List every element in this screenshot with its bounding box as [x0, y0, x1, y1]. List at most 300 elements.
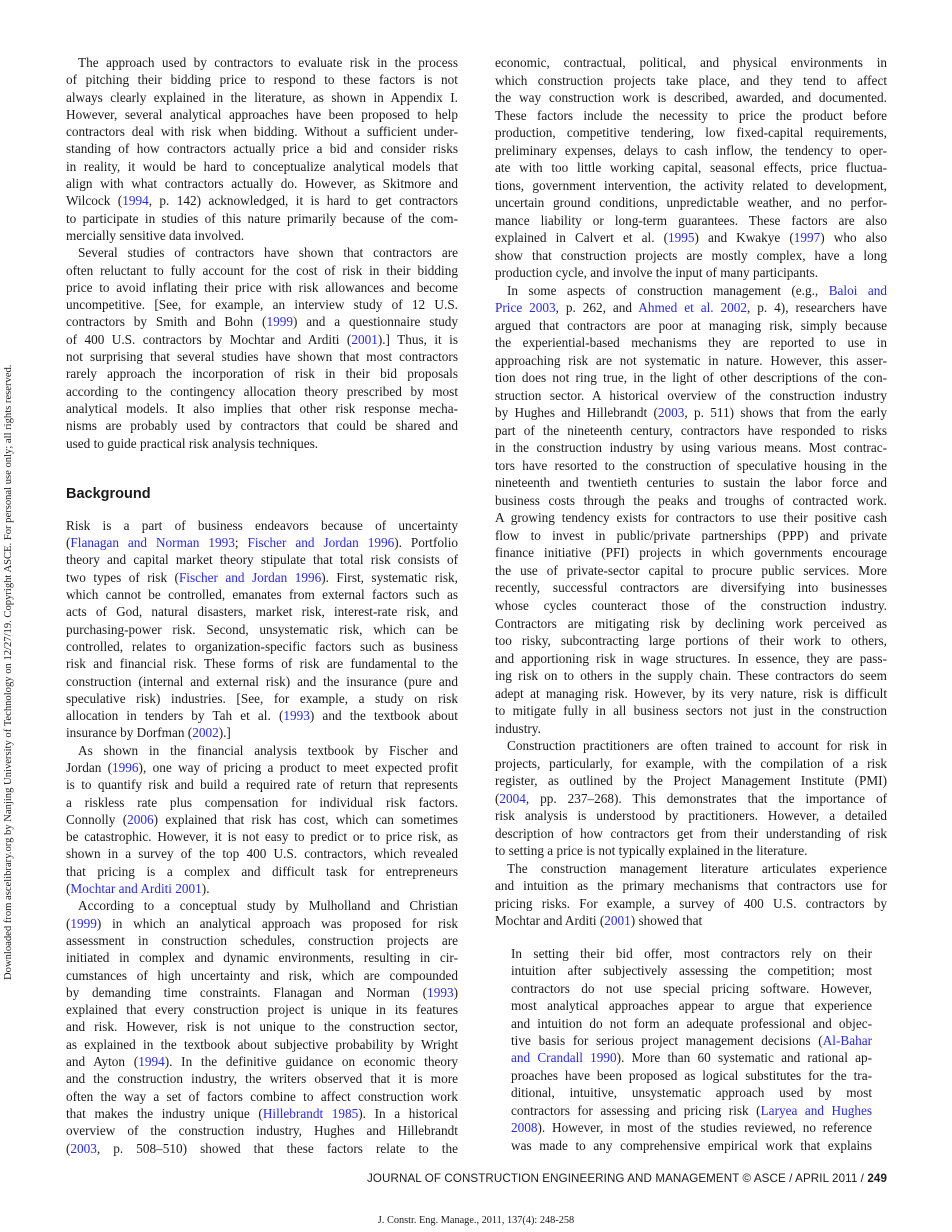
- text-run: Construction practitioners are often trained to account for risk in: [507, 738, 887, 754]
- text-line: [66, 915, 458, 932]
- text-line: [66, 880, 458, 897]
- paragraph: [495, 737, 887, 860]
- text-run: according to the contingency allocation theory prescribed by most: [66, 383, 458, 399]
- text-run: ), one way of pricing a product to meet expected profit: [138, 759, 458, 775]
- journal-name: JOURNAL OF CONSTRUCTION ENGINEERING AND MANAGEMENT © ASCE / APRIL 2011 /: [367, 1172, 868, 1185]
- text-run: too risky, subcontracting large portions of their work to others,: [495, 633, 887, 649]
- text-run: standing of how contractors actually price a bid and consider risks: [66, 141, 458, 157]
- text-run: risk analysis is understood by practitioners. However, a detailed: [495, 808, 887, 824]
- text-run: uncompetitive. [See, for example, an interview study of 12 U.S.: [66, 297, 458, 313]
- text-run: (: [66, 535, 71, 551]
- text-run: The construction management literature articulates experience: [507, 860, 887, 876]
- text-run: to participate in studies of this nature primarily because of the com-: [66, 210, 458, 226]
- citation-link[interactable]: 2001: [351, 331, 378, 347]
- text-run: uncertain ground conditions, unpredictable weather, and no perfor-: [495, 195, 887, 211]
- text-run: as explained in the textbook about subjective probability by Wright: [66, 1036, 458, 1052]
- text-line: [495, 422, 887, 440]
- text-line: [495, 860, 887, 878]
- text-run: ). In the definitive guidance on economic theory: [164, 1054, 458, 1070]
- text-line: [66, 759, 458, 776]
- text-run: ) and Kwakye (: [694, 230, 794, 246]
- text-run: struction sector. A historical overview of the construction industry: [495, 387, 887, 403]
- text-line: [495, 492, 887, 510]
- text-run: which construction projects take place, and they tend to affect: [495, 72, 887, 88]
- text-line: [66, 383, 458, 400]
- text-run: purchasing-power risk. Second, unsystematic risk, which can be: [66, 621, 458, 637]
- text-line: [495, 842, 887, 860]
- text-run: the experiential-based mechanisms they are reported to use in: [495, 335, 887, 351]
- text-line: [495, 737, 887, 755]
- text-line: [511, 1137, 872, 1154]
- text-line: [66, 1070, 458, 1087]
- text-line: [495, 912, 887, 930]
- text-line: [66, 1122, 458, 1139]
- text-line: [511, 1084, 872, 1101]
- text-line: [66, 794, 458, 811]
- text-line: [511, 997, 872, 1014]
- text-line: [511, 1032, 872, 1049]
- text-run: the way construction work is described, awarded, and documented.: [495, 90, 887, 106]
- citation-link[interactable]: 2004: [499, 790, 526, 806]
- text-line: [66, 279, 458, 296]
- text-run: As shown in the financial analysis textbook by Fischer and: [78, 742, 458, 758]
- citation-link[interactable]: Al-Bahar: [822, 1032, 872, 1048]
- text-run: in reality, it would be hard to conceptualize analytical models that: [66, 158, 458, 174]
- text-run: analytical models. It also implies that other risk response mecha-: [66, 400, 458, 416]
- citation-link[interactable]: Fischer and Jordan 1996: [247, 535, 395, 551]
- text-line: [66, 227, 458, 244]
- text-line: [66, 724, 458, 741]
- text-run: (: [66, 1140, 71, 1156]
- text-run: The approach used by contractors to evaluate risk in the process: [78, 55, 458, 70]
- citation-link[interactable]: Flanagan and Norman 1993: [70, 535, 235, 551]
- citation-link[interactable]: 1994: [122, 193, 149, 209]
- text-run: and intuition do not form an adequate professional and objec-: [511, 1015, 872, 1031]
- text-run: a riskless rate plus compensation for individual risk factors.: [66, 794, 458, 810]
- text-run: approaching risk are not systematic in nature. However, this asser-: [495, 352, 887, 368]
- text-run: ): [453, 984, 458, 1000]
- text-run: tion does not ring true, in the light of other descriptions of the con-: [495, 370, 887, 386]
- text-line: [495, 667, 887, 685]
- text-run: ) explained that risk has cost, which can sometimes: [153, 811, 458, 827]
- text-run: insurance by Dorfman (: [66, 725, 193, 741]
- right-column: [495, 54, 887, 1154]
- text-line: [495, 107, 887, 125]
- text-line: [66, 690, 458, 707]
- text-run: assessment in construction schedules, construction projects are: [66, 932, 458, 948]
- text-run: shown in a survey of the top 400 U.S. contractors, which revealed: [66, 846, 458, 862]
- text-line: [495, 247, 887, 265]
- text-line: [66, 123, 458, 140]
- paragraph: [66, 742, 458, 898]
- text-line: [495, 387, 887, 405]
- text-line: [495, 334, 887, 352]
- citation-link[interactable]: 2008: [511, 1120, 538, 1136]
- text-line: [495, 404, 887, 422]
- text-line: [66, 517, 458, 534]
- text-run: projects, particularly, for example, with the compilation of a risk: [495, 755, 887, 771]
- text-run: in the construction industry by using various means. Most contrac-: [495, 440, 887, 456]
- text-line: [66, 1105, 458, 1122]
- text-line: [495, 632, 887, 650]
- download-notice: Downloaded from ascelibrary.org by Nanjing University of Technology on 12/27/19. Copyright ASCE. For personal use only; all rights reserved.: [3, 364, 14, 980]
- text-run: According to a conceptual study by Mulholland and Christian: [78, 898, 458, 914]
- text-line: [66, 742, 458, 759]
- text-run: explained in Calvert et al. (: [495, 230, 668, 246]
- text-line: [66, 89, 458, 106]
- text-line: [495, 369, 887, 387]
- text-line: [66, 417, 458, 434]
- text-run: allocation in tenders by Tah et al. (: [66, 708, 284, 724]
- text-run: of 400 U.S. contractors by Mochtar and Arditi (: [66, 331, 352, 347]
- text-line: [495, 124, 887, 142]
- citation-link[interactable]: 1993: [427, 984, 454, 1000]
- text-line: [495, 825, 887, 843]
- text-line: [495, 877, 887, 895]
- text-line: [66, 71, 458, 88]
- text-run: that makes the industry unique (: [66, 1105, 263, 1121]
- text-run: argued that contractors are poor at managing risk, simply because: [495, 317, 887, 333]
- text-run: ). More than 60 systematic and rational ap-: [616, 1050, 872, 1066]
- text-run: industry.: [495, 720, 541, 736]
- text-line: [66, 569, 458, 586]
- text-line: [495, 54, 887, 72]
- text-run: and risk. However, risk is not unique to the construction sector,: [66, 1019, 458, 1035]
- text-run: (: [66, 915, 71, 931]
- text-run: pricing risks. For example, a survey of 400 U.S. contractors by: [495, 895, 887, 911]
- citation-link[interactable]: 1994: [138, 1054, 165, 1070]
- paragraph: [66, 54, 458, 244]
- text-run: Wilcock (: [66, 193, 123, 209]
- text-run: risk and financial risk. These forms of risk are fundamental to the: [66, 656, 458, 672]
- text-run: nisms are probably used by contractors that could be shared and: [66, 418, 458, 434]
- text-run: align with what contractors actually do. However, as Skitmore and: [66, 176, 458, 192]
- text-run: that pricing is a complex and difficult task for entrepreneurs: [66, 863, 458, 879]
- text-line: [495, 177, 887, 195]
- text-run: price to avoid inflating their price with risk allowances and become: [66, 279, 458, 295]
- text-run: of pitching their bidding price to respond to these factors is not: [66, 72, 458, 88]
- text-run: whose cycles counteract those of the construction industry.: [495, 597, 887, 613]
- text-run: ate with too little working capital, seasonal effects, price fluctua-: [495, 160, 887, 176]
- text-line: [66, 348, 458, 365]
- text-run: and apportioning risk in wage structures. In essence, they are pass-: [495, 650, 887, 666]
- text-run: part of the nineteenth century, contractors have responded to risks: [495, 422, 887, 438]
- left-column: [66, 54, 458, 1157]
- text-run: controlled, relates to organization-specific factors such as business: [66, 638, 458, 654]
- text-run: (: [495, 790, 500, 806]
- text-run: , pp. 237–268). This demonstrates that the importance of: [525, 790, 887, 806]
- text-run: ing risk on to others in the supply chain. These contractors do seem: [495, 668, 887, 684]
- text-run: and Ayton (: [66, 1054, 139, 1070]
- citation-link[interactable]: Price 2003: [495, 300, 556, 316]
- text-run: contractors for assessing and pricing risk (: [511, 1102, 761, 1118]
- text-line: [495, 159, 887, 177]
- text-run: These factors include the necessity to price the product before: [495, 107, 887, 123]
- text-line: [495, 439, 887, 457]
- text-run: overview of the construction industry, Hughes and Hillebrandt: [66, 1123, 458, 1139]
- text-run: ) and the textbook about: [309, 708, 458, 724]
- text-run: flow to invest in public/private partnerships (PPP) and private: [495, 527, 887, 543]
- text-line: [495, 562, 887, 580]
- text-line: [495, 264, 887, 282]
- text-line: [66, 638, 458, 655]
- text-run: economic, contractual, political, and physical environments in: [495, 55, 887, 70]
- text-run: proaches have been proposed as logical substitutes for the tra-: [511, 1067, 872, 1083]
- block-quote: [511, 945, 872, 1154]
- text-run: recently, successful contractors are diversifying into businesses: [495, 580, 887, 596]
- text-run: business costs through the peaks and troughs of contracted work.: [495, 492, 887, 508]
- text-run: show that construction projects are mostly complex, have a long: [495, 247, 887, 263]
- citation-link[interactable]: 1999: [266, 314, 293, 330]
- text-line: [495, 597, 887, 615]
- text-line: [66, 435, 458, 452]
- text-line: [495, 282, 887, 300]
- text-run: ditional, intuitive, unsystematic approach used by most: [511, 1085, 872, 1101]
- text-run: two types of risk (: [66, 569, 179, 585]
- text-line: [511, 1049, 872, 1066]
- text-run: ) and a questionnaire study: [292, 314, 458, 330]
- text-line: [66, 106, 458, 123]
- text-run: ) showed that: [630, 913, 703, 929]
- text-run: Risk is a part of business endeavors because of uncertainty: [66, 517, 458, 533]
- text-line: [66, 313, 458, 330]
- text-run: contractors by Smith and Bohn (: [66, 314, 267, 330]
- paragraph: [66, 244, 458, 452]
- citation-link[interactable]: Hillebrandt 1985: [262, 1105, 359, 1121]
- text-line: [66, 1036, 458, 1053]
- citation-link[interactable]: and Crandall 1990: [511, 1050, 617, 1066]
- text-line: [66, 1088, 458, 1105]
- text-line: [66, 262, 458, 279]
- text-run: description of how contractors get from their understanding of risk: [495, 825, 887, 841]
- citation-link[interactable]: Ahmed et al. 2002: [638, 300, 748, 316]
- text-run: (: [66, 881, 71, 897]
- text-run: construction (internal and external risk) and the insurance (pure and: [66, 673, 458, 689]
- text-line: [66, 828, 458, 845]
- text-run: theory and capital market theory stipulate that total risk consists of: [66, 552, 458, 568]
- text-run: nineteenth and twentieth centuries to sustain the labor force and: [495, 475, 887, 491]
- text-run: tions, government intervention, the activity related to development,: [495, 177, 887, 193]
- citation-link[interactable]: 2003: [657, 405, 685, 421]
- text-run: In some aspects of construction management (e.g.,: [507, 282, 829, 298]
- citation-link[interactable]: 1996: [112, 759, 139, 775]
- citation-link[interactable]: Baloi and: [828, 282, 887, 298]
- text-line: [495, 755, 887, 773]
- text-line: [66, 621, 458, 638]
- text-run: , p. 4), researchers have: [747, 300, 887, 316]
- text-line: [495, 89, 887, 107]
- text-line: [66, 967, 458, 984]
- text-line: [511, 1119, 872, 1136]
- text-line: [66, 534, 458, 551]
- text-run: In setting their bid offer, most contractors rely on their: [511, 945, 872, 961]
- text-run: often the way a set of factors combine to affect construction work: [66, 1088, 458, 1104]
- text-line: [66, 210, 458, 227]
- citation-link[interactable]: 2003: [70, 1140, 97, 1156]
- text-run: to setting a price is not typically explained in the literature.: [495, 843, 808, 859]
- text-run: rarely approach the incorporation of risk in their bid proposals: [66, 366, 458, 382]
- text-line: [495, 527, 887, 545]
- text-line: [495, 299, 887, 317]
- text-run: mercially sensitive data involved.: [66, 227, 245, 243]
- text-line: [66, 776, 458, 793]
- text-run: explained that every construction project is unique in its features: [66, 1002, 458, 1018]
- text-run: not surprising that several studies have shown that most contractors: [66, 349, 458, 365]
- text-line: [66, 54, 458, 71]
- text-line: [66, 158, 458, 175]
- text-line: [511, 1067, 872, 1084]
- text-line: [66, 845, 458, 862]
- text-line: [495, 895, 887, 913]
- text-line: [66, 897, 458, 914]
- text-line: [66, 192, 458, 209]
- paragraph: [495, 860, 887, 930]
- text-line: [495, 194, 887, 212]
- citation-link[interactable]: Mochtar and Arditi 2001: [70, 881, 202, 897]
- text-run: and intuition as the primary mechanisms that contractors use for: [495, 878, 887, 894]
- text-run: finance initiative (PFI) projects in which governments encourage: [495, 545, 887, 561]
- text-line: [495, 579, 887, 597]
- text-line: [495, 509, 887, 527]
- text-line: [66, 586, 458, 603]
- text-run: tors have resorted to the construction of speculative housing in the: [495, 457, 887, 473]
- text-run: often reluctant to fully account for the cost of risk in their bidding: [66, 262, 458, 278]
- text-run: ).] Thus, it is: [377, 331, 458, 347]
- text-run: is to quantify risk and build a required rate of return that represents: [66, 777, 458, 793]
- text-line: [495, 229, 887, 247]
- text-line: [495, 650, 887, 668]
- text-line: [511, 1015, 872, 1032]
- text-line: [495, 457, 887, 475]
- text-run: ).]: [218, 725, 231, 741]
- text-line: [495, 807, 887, 825]
- text-line: [511, 945, 872, 962]
- text-run: , p. 508–510) showed that these factors relate to the: [96, 1140, 458, 1156]
- text-run: speculative risk) industries. [See, for example, a study on risk: [66, 690, 458, 706]
- text-run: and the construction industry, the writers observed that it is more: [66, 1071, 458, 1087]
- text-run: , p. 262, and: [555, 300, 639, 316]
- citation-link[interactable]: 2001: [604, 913, 631, 929]
- text-run: to mitigate fully in all business sectors not just in the construction: [495, 703, 887, 719]
- text-run: ;: [234, 535, 248, 551]
- citation-link[interactable]: 1995: [667, 230, 695, 246]
- text-line: [66, 244, 458, 261]
- text-line: [66, 1140, 458, 1157]
- text-line: [66, 673, 458, 690]
- text-run: production cycle, and involve the input of many participants.: [495, 265, 819, 281]
- text-line: [495, 702, 887, 720]
- text-line: [66, 551, 458, 568]
- citation-link[interactable]: Fischer and Jordan 1996: [178, 569, 322, 585]
- text-line: [511, 962, 872, 979]
- text-run: ) in which an analytical approach was proposed for risk: [96, 915, 458, 931]
- text-run: production, competitive tendering, low fixed-capital requirements,: [495, 125, 887, 141]
- text-line: [66, 932, 458, 949]
- text-run: be catastrophic. However, it is not easy to predict or to price risk, as: [66, 829, 458, 845]
- text-line: [495, 720, 887, 738]
- text-run: intuition after subjectively assessing the competition; most: [511, 963, 872, 979]
- text-run: adept at managing risk. However, by its very nature, risk is difficult: [495, 685, 887, 701]
- text-run: was made to any comprehensive empirical work that explains: [511, 1137, 872, 1153]
- page-number: 249: [867, 1172, 887, 1185]
- article-citation: J. Constr. Eng. Manage., 2011, 137(4): 248-258: [377, 1215, 575, 1226]
- page-footer: [367, 1172, 887, 1185]
- citation-link[interactable]: 1993: [283, 708, 310, 724]
- paragraph: [66, 517, 458, 742]
- text-run: acts of God, natural disasters, market risk, interest-rate risk, and: [66, 604, 458, 620]
- text-run: cumstances of high uncertainty and risk, which are compounded: [66, 967, 458, 983]
- text-run: by demanding time constraints. Flanagan and Norman (: [66, 984, 428, 1000]
- text-line: [495, 790, 887, 808]
- text-line: [66, 863, 458, 880]
- section-heading: Background: [66, 485, 151, 502]
- text-run: preliminary expenses, delays to cash inflow, the tendency to oper-: [495, 142, 887, 158]
- text-run: ). First, systematic risk,: [321, 569, 458, 585]
- text-line: [66, 1018, 458, 1035]
- citation-link[interactable]: Laryea and Hughes: [760, 1102, 872, 1118]
- text-run: mance liability or long-term guarantees. These factors are also: [495, 212, 887, 228]
- text-run: ) who also: [820, 230, 887, 246]
- text-line: [66, 140, 458, 157]
- text-run: ). Portfolio: [394, 535, 458, 551]
- text-line: [495, 615, 887, 633]
- text-line: [495, 317, 887, 335]
- text-line: [66, 984, 458, 1001]
- text-run: always clearly explained in the literature, as shown in Appendix I.: [66, 89, 458, 105]
- text-line: [66, 400, 458, 417]
- text-run: initiated in complex and dynamic environments, resulting in cir-: [66, 950, 458, 966]
- text-line: [66, 296, 458, 313]
- text-line: [66, 1053, 458, 1070]
- text-line: [495, 544, 887, 562]
- text-run: by Hughes and Hillebrandt (: [495, 405, 658, 421]
- citation-link[interactable]: 2006: [127, 811, 154, 827]
- paragraph: [495, 282, 887, 737]
- text-line: [495, 474, 887, 492]
- text-line: [511, 980, 872, 997]
- paragraph: [495, 54, 887, 282]
- text-run: A growing tendency exists for contractors to use their positive cash: [495, 510, 887, 526]
- text-run: However, several analytical approaches have been proposed to help: [66, 106, 458, 122]
- text-run: Connolly (: [66, 811, 128, 827]
- text-line: [511, 1102, 872, 1119]
- text-line: [66, 365, 458, 382]
- text-line: [66, 811, 458, 828]
- text-line: [495, 352, 887, 370]
- text-line: [66, 603, 458, 620]
- citation-link[interactable]: 1999: [70, 915, 97, 931]
- text-run: , p. 142) acknowledged, it is hard to get contractors: [148, 193, 458, 209]
- paragraph: [66, 897, 458, 1156]
- text-run: used to guide practical risk analysis techniques.: [66, 435, 319, 451]
- text-run: which cannot be controlled, emanates from external factors such as: [66, 587, 458, 603]
- text-line: [66, 1001, 458, 1018]
- text-run: , p. 511) shows that from the early: [684, 405, 887, 421]
- text-line: [66, 175, 458, 192]
- citation-link[interactable]: 1997: [793, 230, 821, 246]
- text-run: the use of private-sector capital to procure public services. More: [495, 562, 887, 578]
- text-line: [66, 707, 458, 724]
- text-line: [495, 142, 887, 160]
- text-run: ).: [201, 881, 210, 897]
- text-line: [495, 685, 887, 703]
- text-run: ). In a historical: [358, 1105, 458, 1121]
- text-run: ). However, in most of the studies reviewed, no reference: [537, 1120, 872, 1136]
- citation-link[interactable]: 2002: [192, 725, 219, 741]
- text-line: [66, 331, 458, 348]
- text-run: tive basis for serious project management decisions (: [511, 1032, 823, 1048]
- text-run: Jordan (: [66, 759, 113, 775]
